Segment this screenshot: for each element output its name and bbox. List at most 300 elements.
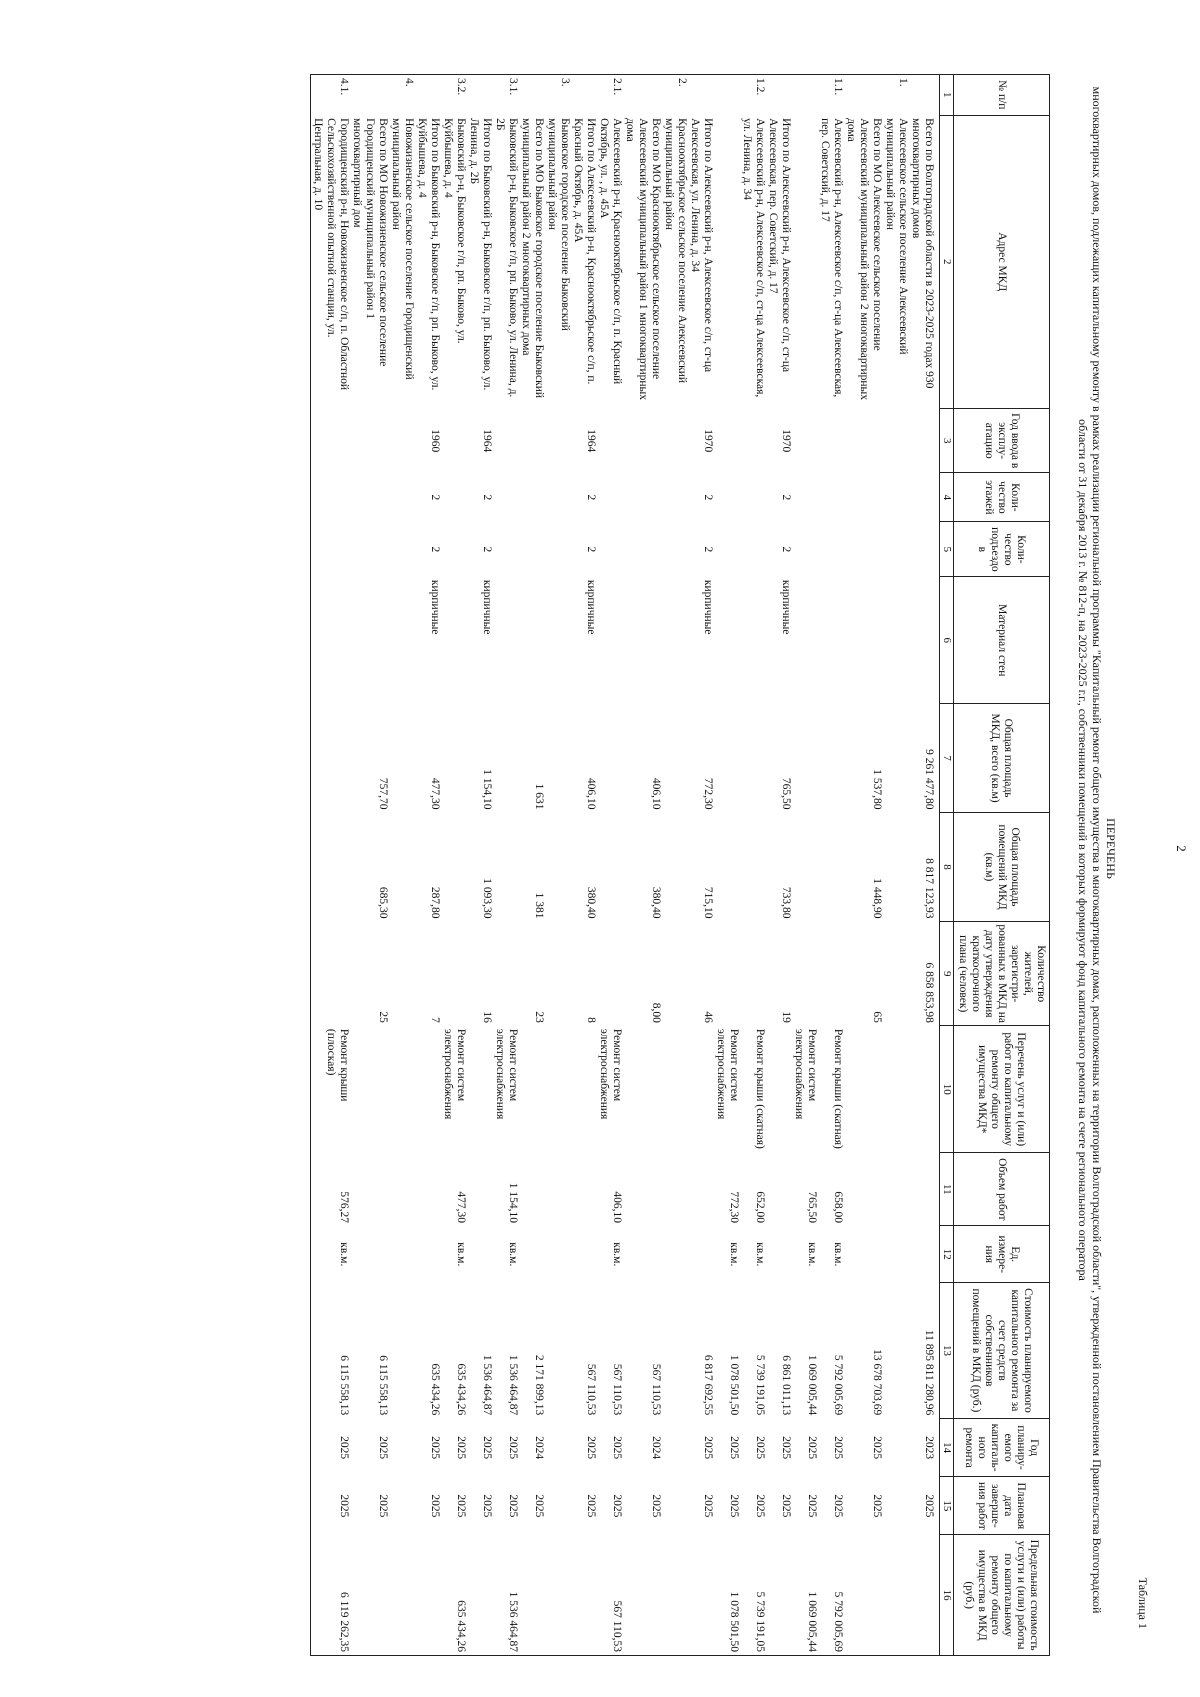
table-cell <box>844 473 883 522</box>
table-cell: 6 861 011,13 <box>780 1355 792 1416</box>
table-cell <box>714 577 740 704</box>
table-cell: Алексеевский р-н, Краснооктябрьское с/п, п. Красный Октябрь, ул. , д. 45А <box>598 118 623 385</box>
table-cell <box>740 473 766 522</box>
table-cell <box>350 408 389 472</box>
table-cell <box>792 115 818 408</box>
column-number: 16 <box>940 1535 954 1656</box>
table-header-row <box>954 75 1050 1656</box>
table-cell: 1964 <box>585 429 597 453</box>
table-cell <box>597 704 623 813</box>
table-cell <box>389 1226 415 1283</box>
table-cell <box>662 1418 688 1477</box>
table-cell <box>909 1026 940 1153</box>
table-cell <box>623 522 662 577</box>
table-cell: Ремонт систем электроснабжения <box>494 1028 519 1120</box>
table-cell: Итого по Алексеевский р-н, Алексеевское с/п, ст-ца Алексеевская, ул. Ленина, д. 34 <box>689 118 714 373</box>
table-cell <box>597 577 623 704</box>
table-cell <box>571 1226 597 1283</box>
table-cell <box>740 408 766 472</box>
table-cell <box>519 1226 545 1283</box>
table-cell: 2025 <box>585 1436 597 1460</box>
table-cell <box>688 75 714 116</box>
table-cell: 2025 <box>429 1494 441 1518</box>
table-cell: 2025 <box>507 1494 519 1518</box>
table-cell <box>623 1535 662 1656</box>
table-cell: 1970 <box>780 429 792 453</box>
table-cell: 2025 <box>806 1436 818 1460</box>
table-cell: 1 631 <box>533 783 545 810</box>
table-cell <box>389 704 415 813</box>
table-cell <box>493 921 519 1025</box>
table-cell: 2025 <box>650 1494 662 1518</box>
table-cell: Итого по Быковский р-н, Быковское г/п, рп. Быково, ул. Ленина, д. 2Б <box>468 118 493 391</box>
table-cell <box>792 813 818 922</box>
table-cell: 635 434,26 <box>441 1535 467 1656</box>
column-header: Перечень услуг и (или) работ по капитальному ремонту общего имущества МКД* <box>954 1026 1050 1153</box>
table-body <box>311 75 940 1656</box>
column-number: 8 <box>940 813 954 922</box>
table-cell: 2025 <box>832 1436 844 1460</box>
table-cell: 2 <box>585 494 597 501</box>
table-cell <box>883 813 909 922</box>
table-cell: Городищенский р-н, Новожизненское с/п, п. Областной Сельскохозяйственной опытной станции, ул. Центральная, д. 10 <box>311 115 351 408</box>
table-cell: 5 739 191,05 <box>740 1535 766 1656</box>
table-cell <box>909 1535 940 1656</box>
column-number: 6 <box>940 577 954 704</box>
table-cell <box>441 408 467 472</box>
table-cell <box>311 408 351 472</box>
table-cell: 2.1. <box>597 75 623 116</box>
table-cell: Новожизненское сельское поселение Городищенский муниципальный район <box>390 118 415 380</box>
column-number: 12 <box>940 1226 954 1283</box>
table-cell: 635 434,26 <box>455 1363 467 1416</box>
table-cell <box>909 522 940 577</box>
table-cell: 1 093,30 <box>481 878 493 919</box>
table-row <box>545 75 571 1656</box>
table-number: Таблица 1 <box>1136 1577 1150 1629</box>
table-cell <box>415 1153 441 1226</box>
table-cell: 576,27 <box>311 1153 351 1226</box>
table-cell <box>415 1535 441 1656</box>
table-cell: 4. <box>389 75 415 116</box>
table-row <box>792 75 818 1656</box>
column-header: № п/п <box>954 75 1050 116</box>
table-cell <box>597 813 623 922</box>
table-cell: Алексеевский р-н, Алексеевское с/п, ст-ца Алексеевская, ул. Ленина, д. 34 <box>741 118 766 398</box>
table-cell: Итого по Быковский р-н, Быковское г/п, рп. Быково, ул. Куйбышева, д. 4 <box>416 118 441 391</box>
table-cell <box>545 1283 571 1419</box>
table-cell: Ремонт систем электроснабжения <box>442 1028 467 1120</box>
table-cell: 23 <box>533 1011 545 1023</box>
table-cell <box>766 1026 792 1153</box>
table-cell <box>818 813 844 922</box>
table-cell: 2 <box>702 494 714 501</box>
table-cell <box>740 813 766 922</box>
table-cell: 406,10 <box>650 777 662 810</box>
table-cell: 406,10 <box>611 1191 623 1223</box>
table-cell <box>818 473 844 522</box>
table-cell <box>662 522 688 577</box>
table-cell <box>792 577 818 704</box>
table-cell: 2025 <box>702 1494 714 1518</box>
table-cell: 6 817 692,55 <box>702 1354 714 1416</box>
table-cell <box>714 813 740 922</box>
table-cell: 2025 <box>455 1436 467 1460</box>
table-cell: 7 <box>429 1017 441 1023</box>
table-cell <box>792 408 818 472</box>
table-row <box>519 75 545 1656</box>
table-cell: 2025 <box>923 1494 935 1518</box>
table-cell: Краснооктябрьское сельское поселение Алексеевский муниципальный район <box>663 118 688 384</box>
table-cell <box>818 408 844 472</box>
table-cell <box>493 577 519 704</box>
table-cell <box>311 813 351 922</box>
table-cell <box>844 408 883 472</box>
column-number: 15 <box>940 1477 954 1535</box>
table-cell <box>662 704 688 813</box>
table-row <box>311 75 351 1656</box>
table-cell: кирпичные <box>585 579 597 635</box>
table-cell <box>792 522 818 577</box>
column-number: 2 <box>940 115 954 408</box>
table-cell: 2025 <box>481 1494 493 1518</box>
table-cell: 2025 <box>754 1436 766 1460</box>
column-header: Предельная стоимость услуги и (или) работы по капитальному ремонту общего имущества в МКД (руб.) <box>954 1535 1050 1656</box>
table-cell: Ремонт крыши (плоская) <box>311 1026 351 1153</box>
table-cell <box>714 473 740 522</box>
table-cell: 3.2. <box>441 75 467 116</box>
column-number: 4 <box>940 473 954 522</box>
table-cell: 2025 <box>702 1436 714 1460</box>
table-cell <box>519 75 545 116</box>
table-cell <box>441 813 467 922</box>
table-cell: 11 895 811 280,96 <box>923 1329 935 1416</box>
table-cell: кв.м. <box>507 1242 519 1267</box>
table-cell <box>662 1026 688 1153</box>
table-cell <box>389 522 415 577</box>
table-row <box>844 75 883 1656</box>
table-cell: 2025 <box>377 1494 389 1518</box>
table-row <box>662 75 688 1656</box>
column-number: 5 <box>940 522 954 577</box>
table-cell: Ремонт систем электроснабжения <box>598 1028 623 1120</box>
table-cell <box>519 408 545 472</box>
table-cell: 1 536 464,87 <box>481 1354 493 1416</box>
table-cell: кирпичные <box>780 579 792 635</box>
table-cell: 2024 <box>650 1436 662 1460</box>
table-cell: 1 537,80 <box>871 769 883 810</box>
table-cell: 477,30 <box>455 1191 467 1223</box>
table-cell <box>350 1535 389 1656</box>
table-cell <box>441 921 467 1025</box>
table-cell: 1 536 464,87 <box>507 1354 519 1416</box>
table-cell <box>545 1418 571 1477</box>
table-cell <box>844 522 883 577</box>
table-cell: 1 448,90 <box>871 878 883 919</box>
table-cell: 2 <box>429 546 441 553</box>
table-row <box>909 75 940 1656</box>
table-cell: 2023 <box>923 1436 935 1460</box>
table-cell: Итого по Алексеевский р-н, Краснооктябрьское с/п, п. Красный Октябрь, д. 45А <box>572 118 597 385</box>
table-cell <box>519 473 545 522</box>
table-cell <box>662 1226 688 1283</box>
table-cell: 567 110,53 <box>597 1535 623 1656</box>
table-cell: 287,80 <box>429 886 441 919</box>
table-cell <box>714 115 740 408</box>
table-cell <box>350 1026 389 1153</box>
table-cell <box>545 473 571 522</box>
page-number: 2 <box>1174 845 1189 852</box>
table-cell <box>844 1535 883 1656</box>
table-cell <box>597 522 623 577</box>
table-cell: 2025 <box>611 1436 623 1460</box>
table-cell <box>623 75 662 116</box>
table-cell <box>467 1535 493 1656</box>
table-cell <box>519 1535 545 1656</box>
column-header: Количество жителей, зарегистри-рованных в МКД на дату утверждения краткосрочного плана (человек) <box>954 921 1050 1025</box>
table-cell: 765,50 <box>806 1191 818 1223</box>
table-cell: 9 261 477,80 <box>923 749 935 810</box>
table-cell <box>909 577 940 704</box>
table-cell: 6 858 853,98 <box>923 962 935 1023</box>
table-cell <box>545 408 571 472</box>
table-cell: 1 078 501,50 <box>714 1535 740 1656</box>
table-cell: кирпичные <box>702 579 714 635</box>
table-cell <box>571 75 597 116</box>
table-cell <box>389 1477 415 1535</box>
table-cell <box>792 704 818 813</box>
table-cell: 5 792 005,69 <box>832 1354 844 1416</box>
table-cell <box>818 704 844 813</box>
column-header: Ед. измере-ния <box>954 1226 1050 1283</box>
column-number: 13 <box>940 1283 954 1419</box>
column-header: Адрес МКД <box>954 115 1050 408</box>
table-cell <box>597 921 623 1025</box>
table-cell <box>883 1153 909 1226</box>
table-cell <box>662 921 688 1025</box>
repair-list-table <box>310 74 1050 1656</box>
table-cell <box>883 1026 909 1153</box>
table-cell <box>467 1226 493 1283</box>
table-cell <box>350 522 389 577</box>
table-cell: 2025 <box>533 1494 545 1518</box>
table-cell: 2025 <box>780 1494 792 1518</box>
table-cell: Ремонт систем электроснабжения <box>715 1028 740 1120</box>
table-cell <box>415 75 441 116</box>
table-row <box>623 75 662 1656</box>
table-cell <box>311 522 351 577</box>
table-cell <box>714 522 740 577</box>
table-cell: 2025 <box>429 1436 441 1460</box>
table-cell: 6 119 262,35 <box>311 1535 351 1656</box>
table-cell <box>818 921 844 1025</box>
table-cell: 2025 <box>311 1418 351 1477</box>
table-cell <box>844 1026 883 1153</box>
table-cell <box>519 577 545 704</box>
table-cell: 5 739 191,05 <box>754 1354 766 1416</box>
table-row <box>389 75 415 1656</box>
table-cell: 2 <box>585 546 597 553</box>
table-cell: 1 154,10 <box>481 769 493 810</box>
table-cell <box>818 522 844 577</box>
table-cell: 5 792 005,69 <box>818 1535 844 1656</box>
table-cell <box>740 704 766 813</box>
table-cell: Ремонт крыши (скатная) <box>754 1028 766 1149</box>
table-cell <box>662 1153 688 1226</box>
table-cell: 715,10 <box>702 886 714 919</box>
table-row <box>597 75 623 1656</box>
table-cell <box>714 408 740 472</box>
table-cell <box>688 1153 714 1226</box>
table-cell <box>662 813 688 922</box>
table-cell <box>740 577 766 704</box>
table-cell <box>662 408 688 472</box>
table-cell <box>350 1226 389 1283</box>
table-cell: 2025 <box>871 1494 883 1518</box>
table-cell <box>766 1226 792 1283</box>
table-cell: 2024 <box>533 1436 545 1460</box>
table-cell: 2 <box>481 494 493 501</box>
table-cell: Всего по МО Быковское городское поселение Быковский муниципальный район 2 многоквартирных дома <box>520 118 545 399</box>
table-cell <box>493 522 519 577</box>
table-cell: кв.м. <box>728 1242 740 1267</box>
table-cell: 2 <box>702 546 714 553</box>
table-cell <box>389 1026 415 1153</box>
table-cell <box>662 1477 688 1535</box>
table-cell: 1960 <box>429 429 441 453</box>
table-cell <box>519 1153 545 1226</box>
table-cell: 1. <box>883 75 909 116</box>
table-cell: 3. <box>545 75 571 116</box>
table-cell: кв.м. <box>311 1226 351 1283</box>
table-cell <box>714 75 740 116</box>
table-cell <box>350 473 389 522</box>
table-cell <box>766 75 792 116</box>
table-cell: 8 817 123,93 <box>923 858 935 919</box>
table-cell <box>792 75 818 116</box>
column-header: Год планиру-емого капиталь-ного ремонта <box>954 1418 1050 1477</box>
table-cell: 65 <box>871 1011 883 1023</box>
table-cell <box>571 1153 597 1226</box>
table-cell <box>389 921 415 1025</box>
column-header: Материал стен <box>954 577 1050 704</box>
table-cell <box>883 1535 909 1656</box>
table-cell <box>519 522 545 577</box>
table-cell: 2025 <box>871 1436 883 1460</box>
table-cell: 1 069 005,44 <box>792 1535 818 1656</box>
table-cell <box>389 813 415 922</box>
column-number: 10 <box>940 1026 954 1153</box>
table-cell: Всего по Волгоградской области в 2023-2025 годах 930 многоквартирных домов <box>910 118 935 389</box>
table-cell <box>662 1283 688 1419</box>
column-header: Коли-чество подъездо в <box>954 522 1050 577</box>
table-cell <box>545 1153 571 1226</box>
table-cell: 4.1. <box>311 75 351 116</box>
table-cell: 567 110,53 <box>585 1363 597 1416</box>
table-cell <box>844 1153 883 1226</box>
table-cell <box>792 473 818 522</box>
table-cell <box>571 1026 597 1153</box>
table-cell: 380,40 <box>585 886 597 919</box>
table-cell <box>909 1226 940 1283</box>
table-cell: 1 381 <box>533 892 545 919</box>
table-cell: 658,00 <box>832 1191 844 1223</box>
table-cell <box>441 577 467 704</box>
table-cell: кв.м. <box>611 1242 623 1267</box>
table-cell <box>467 75 493 116</box>
table-cell <box>883 522 909 577</box>
table-cell <box>311 473 351 522</box>
column-number: 7 <box>940 704 954 813</box>
table-cell: 2 171 899,13 <box>533 1354 545 1416</box>
table-cell: 8,00 <box>650 1002 662 1023</box>
table-cell <box>350 1153 389 1226</box>
table-cell <box>766 1535 792 1656</box>
table-cell <box>389 1418 415 1477</box>
column-number: 14 <box>940 1418 954 1477</box>
table-row <box>493 75 519 1656</box>
table-cell: 380,40 <box>650 886 662 919</box>
table-cell <box>311 921 351 1025</box>
table-cell: Алексеевское сельское поселение Алексеевский муниципальный район <box>884 118 909 355</box>
table-cell <box>883 577 909 704</box>
column-header: Плановая дата заверше-ния работ <box>954 1477 1050 1535</box>
table-cell <box>714 921 740 1025</box>
table-cell <box>545 1026 571 1153</box>
table-cell <box>883 1283 909 1419</box>
table-cell: 1 069 005,44 <box>806 1354 818 1416</box>
table-cell: 2 <box>780 546 792 553</box>
table-cell: 2025 <box>611 1494 623 1518</box>
table-cell <box>883 1418 909 1477</box>
table-cell <box>389 1535 415 1656</box>
table-cell: 2025 <box>481 1436 493 1460</box>
table-cell <box>883 704 909 813</box>
table-cell <box>493 704 519 813</box>
table-cell <box>545 921 571 1025</box>
table-cell: 3.1. <box>493 75 519 116</box>
table-cell <box>883 408 909 472</box>
table-cell: 1.1. <box>818 75 844 116</box>
document-subtitle: многоквартирных домов, подлежащих капитальному ремонту в рамках реализации региональной программы "Капитальный ремонт общего имущества в многоквартирных домах, расположенных на территории Волгоградской области", утвержденной постановлением Правительства Волгоградской области от 31 декабря 2013 г. № 812-п, на 2023-2025 г.г., собственники помещений в которых формируют фонд капитального ремонта на счете регионального оператора <box>1076 86 1104 1614</box>
table-cell <box>662 473 688 522</box>
table-cell: кв.м. <box>455 1242 467 1267</box>
table-cell <box>389 577 415 704</box>
table-cell: 757,70 <box>377 777 389 810</box>
table-cell: 2025 <box>832 1494 844 1518</box>
table-cell <box>844 1226 883 1283</box>
table-cell: 733,80 <box>780 886 792 919</box>
column-header: Объем работ <box>954 1153 1050 1226</box>
table-cell: 2025 <box>806 1494 818 1518</box>
table-cell: 13 678 703,69 <box>871 1349 883 1416</box>
table-cell <box>350 577 389 704</box>
table-cell <box>441 473 467 522</box>
table-cell: Ремонт крыши (скатная) <box>832 1028 844 1149</box>
table-cell <box>467 1026 493 1153</box>
table-cell <box>909 473 940 522</box>
table-cell: 1 078 501,50 <box>728 1354 740 1416</box>
table-cell: 2025 <box>377 1436 389 1460</box>
column-number: 9 <box>940 921 954 1025</box>
table-cell <box>545 704 571 813</box>
column-header: Коли-чество этажей <box>954 473 1050 522</box>
table-cell: кв.м. <box>754 1242 766 1267</box>
table-cell: Всего по МО Новожизненское сельское поселение Городищенский муниципальный район 1 многоквартирный дом <box>351 118 389 367</box>
table-cell: 2 <box>780 494 792 501</box>
table-cell <box>766 1153 792 1226</box>
table-cell <box>415 1026 441 1153</box>
